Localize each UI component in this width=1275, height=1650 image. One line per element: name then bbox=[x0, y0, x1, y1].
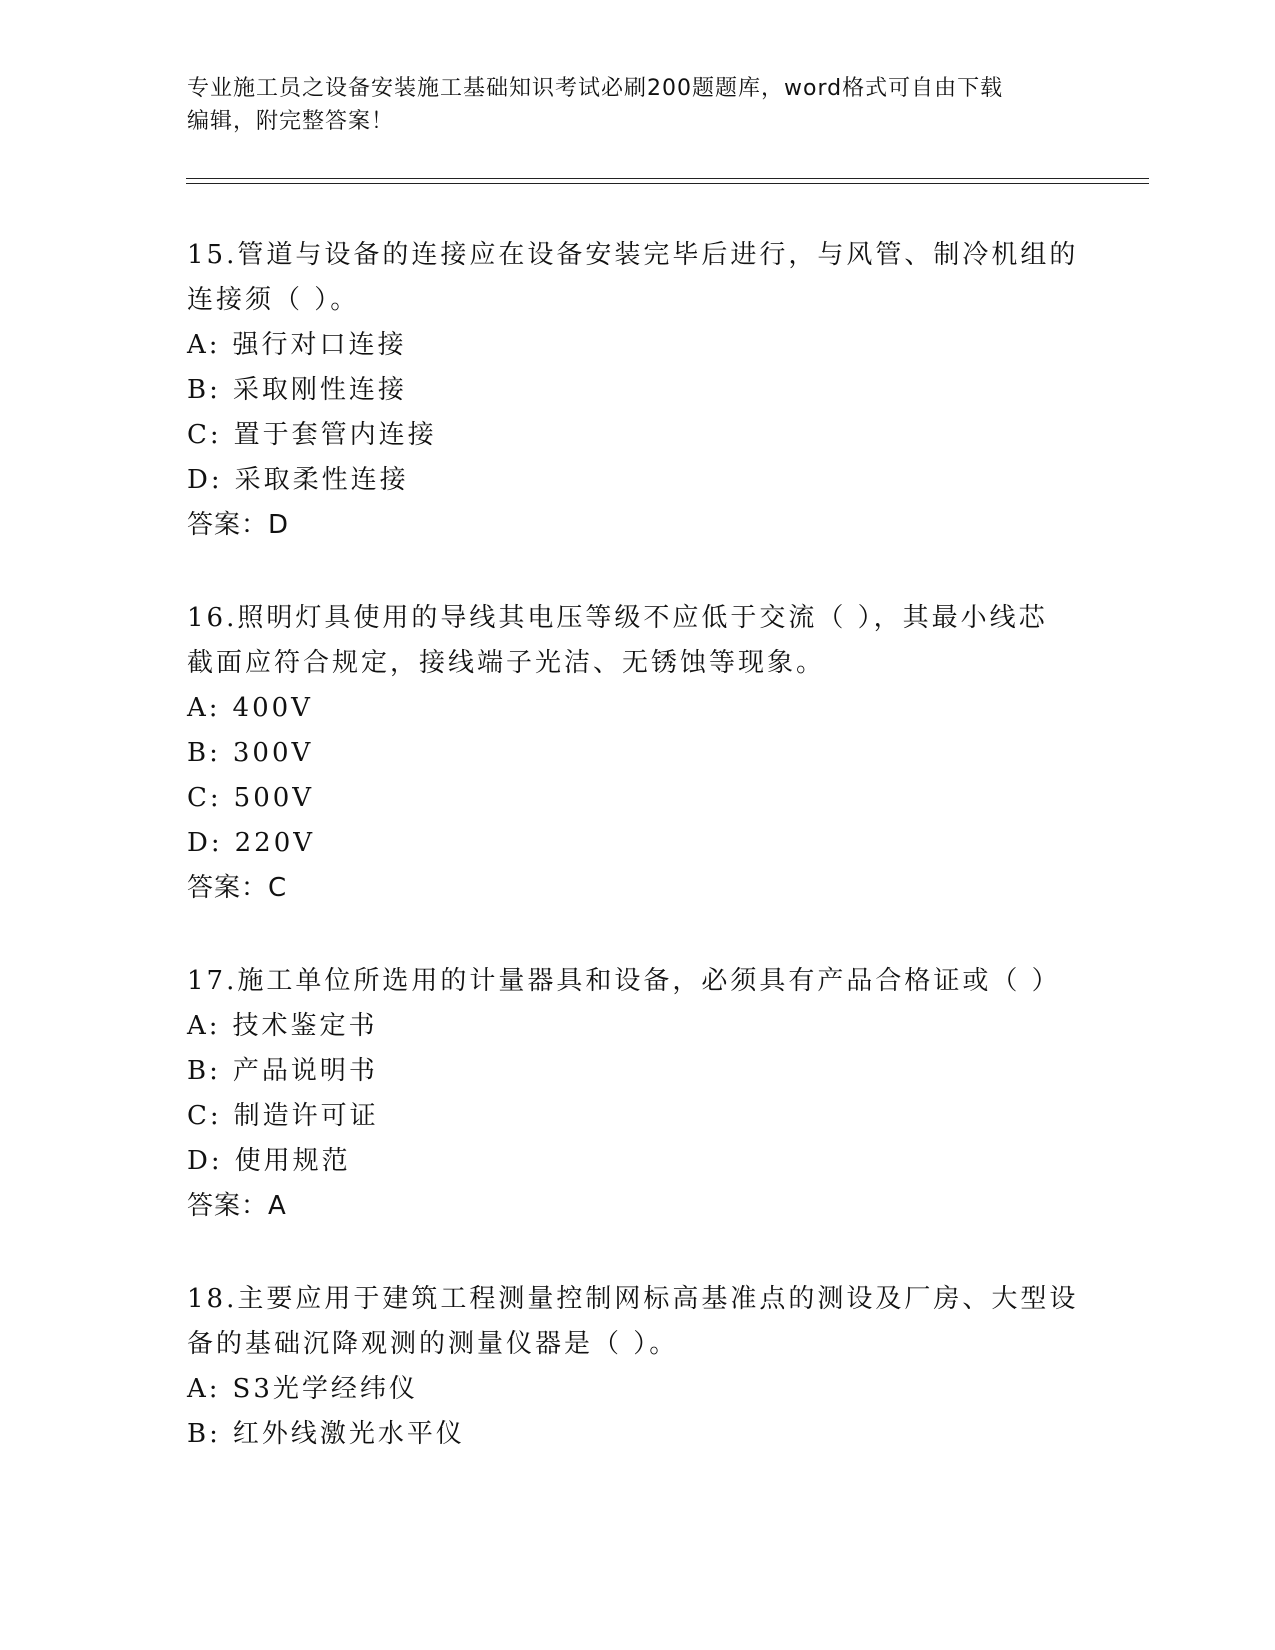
option-d bbox=[187, 1139, 1087, 1184]
answer-line: 答案：D bbox=[187, 510, 290, 540]
question-stem-line: 18.主要应用于建筑工程测量控制网标高基准点的测设及厂房、大型设 bbox=[187, 1284, 1079, 1314]
option-text: 红外线激光水平仪 bbox=[232, 1419, 465, 1449]
option-b bbox=[187, 1049, 1087, 1094]
option-key: C: bbox=[187, 783, 222, 813]
option-text: 220V bbox=[234, 828, 316, 858]
option-d bbox=[187, 458, 1087, 503]
option-text: 400V bbox=[232, 693, 313, 723]
answer-line: 答案：A bbox=[187, 1191, 287, 1221]
option-c bbox=[187, 413, 1087, 458]
question-stem-line: 15.管道与设备的连接应在设备安装完毕后进行，与风管、制冷机组的 bbox=[187, 240, 1079, 270]
question-17 bbox=[187, 959, 1087, 1229]
option-key: B: bbox=[187, 375, 221, 405]
header-line-2: 编辑，附完整答案！ bbox=[187, 109, 395, 134]
option-key: A: bbox=[187, 693, 221, 723]
option-a bbox=[187, 1367, 1087, 1412]
option-text: 技术鉴定书 bbox=[232, 1011, 378, 1041]
option-key: B: bbox=[187, 738, 221, 768]
option-text: 制造许可证 bbox=[233, 1101, 379, 1131]
question-stem-line: 连接须（ ）。 bbox=[187, 285, 360, 315]
header-line-1: 专业施工员之设备安装施工基础知识考试必刷200题题库，word格式可自由下载 bbox=[187, 76, 1004, 101]
question-stem-line: 16.照明灯具使用的导线其电压等级不应低于交流（ ），其最小线芯 bbox=[187, 603, 1048, 633]
option-text: 置于套管内连接 bbox=[233, 420, 437, 450]
option-text: 采取柔性连接 bbox=[234, 465, 409, 495]
option-key: A: bbox=[187, 330, 221, 360]
header-divider-bottom bbox=[186, 183, 1149, 184]
question-16 bbox=[187, 596, 1087, 911]
option-c bbox=[187, 776, 1087, 821]
answer-line: 答案：C bbox=[187, 873, 288, 903]
document-header bbox=[187, 72, 1087, 138]
option-text: 强行对口连接 bbox=[232, 330, 407, 360]
option-key: D: bbox=[187, 828, 223, 858]
option-b bbox=[187, 368, 1087, 413]
option-text: 产品说明书 bbox=[232, 1056, 378, 1086]
question-stem-line: 备的基础沉降观测的测量仪器是（ ）。 bbox=[187, 1329, 679, 1359]
option-key: B: bbox=[187, 1419, 221, 1449]
option-d bbox=[187, 821, 1087, 866]
option-key: C: bbox=[187, 420, 222, 450]
option-key: A: bbox=[187, 1374, 221, 1404]
option-key: B: bbox=[187, 1056, 221, 1086]
option-text: 500V bbox=[233, 783, 315, 813]
option-a bbox=[187, 323, 1087, 368]
option-a bbox=[187, 686, 1087, 731]
option-text: S3光学经纬仪 bbox=[232, 1374, 418, 1404]
question-15 bbox=[187, 233, 1087, 548]
option-text: 采取刚性连接 bbox=[232, 375, 407, 405]
question-stem-line: 截面应符合规定，接线端子光洁、无锈蚀等现象。 bbox=[187, 648, 826, 678]
question-18 bbox=[187, 1277, 1087, 1457]
option-a bbox=[187, 1004, 1087, 1049]
header-divider-top bbox=[186, 178, 1149, 179]
option-text: 使用规范 bbox=[234, 1146, 351, 1176]
option-key: D: bbox=[187, 1146, 223, 1176]
option-text: 300V bbox=[232, 738, 314, 768]
option-key: D: bbox=[187, 465, 223, 495]
option-key: C: bbox=[187, 1101, 222, 1131]
option-c bbox=[187, 1094, 1087, 1139]
question-stem-line: 17.施工单位所选用的计量器具和设备，必须具有产品合格证或（ ） bbox=[187, 966, 1061, 996]
option-key: A: bbox=[187, 1011, 221, 1041]
option-b bbox=[187, 731, 1087, 776]
option-b bbox=[187, 1412, 1087, 1457]
